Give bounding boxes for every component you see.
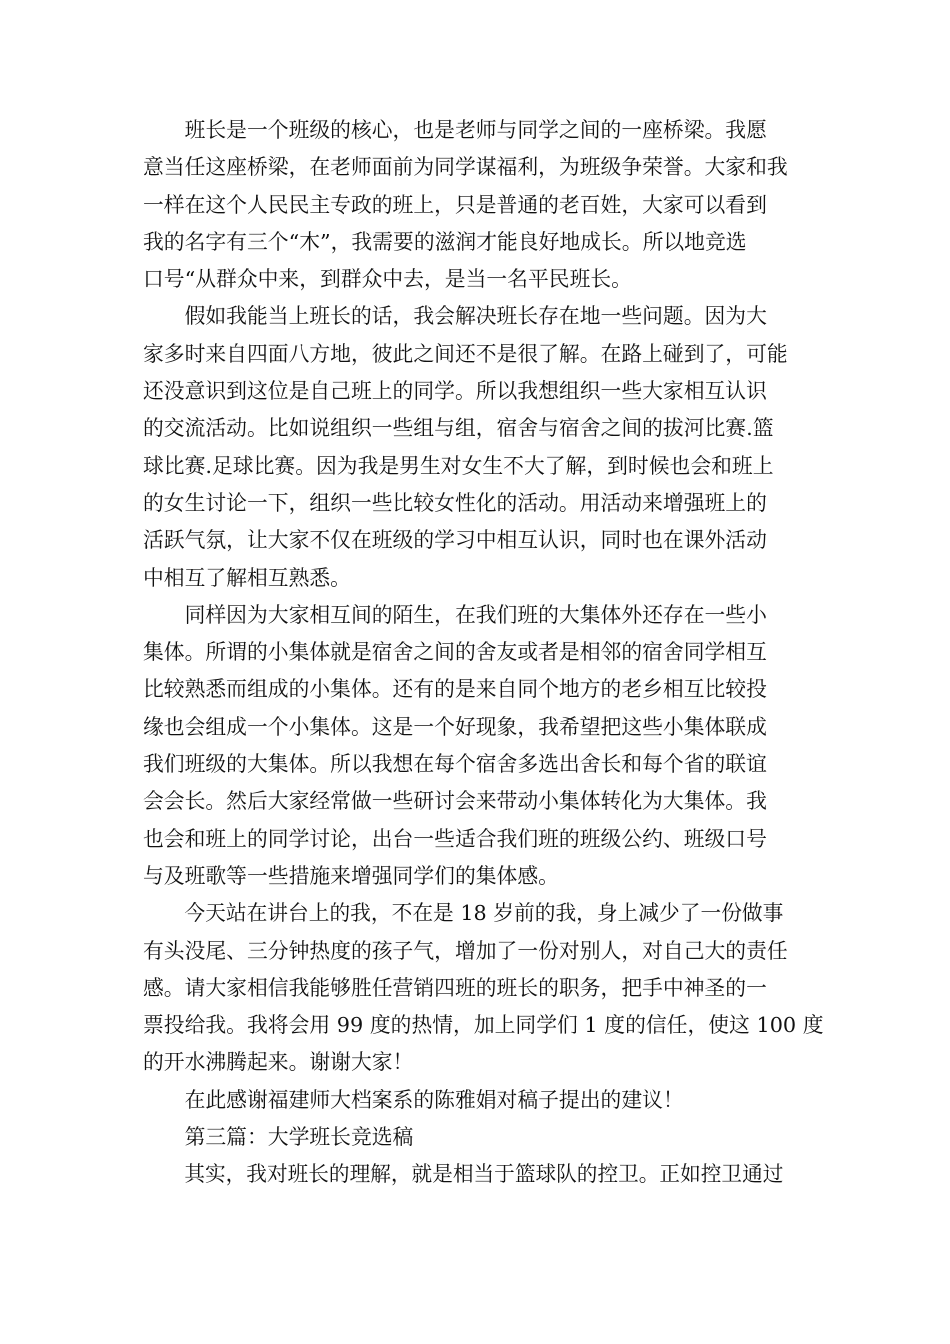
text-line: 的交流活动。比如说组织一些组与组，宿舍与宿舍之间的拔河比赛.篮 bbox=[143, 416, 774, 441]
text-line: 还没意识到这位是自己班上的同学。所以我想组织一些大家相互认识 bbox=[143, 379, 767, 404]
paragraph-activities-plan bbox=[143, 298, 825, 596]
text-line: 班长是一个班级的核心，也是老师与同学之间的一座桥梁。我愿 bbox=[184, 118, 767, 142]
text-line: 家多时来自四面八方地，彼此之间还不是很了解。在路上碰到了，可能 bbox=[143, 341, 788, 366]
text-line: 的女生讨论一下，组织一些比较女性化的活动。用活动来增强班上的 bbox=[143, 490, 767, 515]
text-line: 我的名字有三个“木”，我需要的滋润才能良好地成长。所以地竞选 bbox=[143, 229, 747, 254]
paragraph-next-section-start bbox=[143, 1156, 825, 1193]
text-line: 的开水沸腾起来。谢谢大家！ bbox=[143, 1050, 414, 1075]
text-line: 比较熟悉而组成的小集体。还有的是来自同个地方的老乡相互比较投 bbox=[143, 677, 767, 702]
text-line: 在此感谢福建师大档案系的陈雅娟对稿子提出的建议！ bbox=[184, 1087, 684, 1112]
text-line: 我们班级的大集体。所以我想在每个宿舍多选出舍长和每个省的联谊 bbox=[143, 752, 767, 777]
text-line: 其实，我对班长的理解，就是相当于篮球队的控卫。正如控卫通过 bbox=[184, 1162, 784, 1187]
section-heading bbox=[143, 1119, 825, 1156]
text-line: 感。请大家相信我能够胜任营销四班的班长的职务，把手中神圣的一 bbox=[143, 975, 767, 1000]
text-line: 今天站在讲台上的我，不在是 18 岁前的我，身上减少了一份做事 bbox=[184, 901, 784, 926]
text-line: 第三篇：大学班长竞选稿 bbox=[184, 1125, 414, 1150]
text-line: 缘也会组成一个小集体。这是一个好现象，我希望把这些小集体联成 bbox=[143, 714, 767, 739]
text-line: 中相互了解相互熟悉。 bbox=[143, 565, 351, 590]
paragraph-class-monitor-role bbox=[143, 112, 825, 298]
text-line: 有头没尾、三分钟热度的孩子气，增加了一份对别人，对自己大的责任 bbox=[143, 938, 788, 963]
text-line: 口号“从群众中来，到群众中去，是当一名平民班长。 bbox=[143, 267, 632, 292]
paragraph-acknowledgement bbox=[143, 1082, 825, 1119]
document-page bbox=[143, 112, 825, 1194]
text-line: 也会和班上的同学讨论，出台一些适合我们班的班级公约、班级口号 bbox=[143, 826, 767, 851]
text-line: 活跃气氛，让大家不仅在班级的学习中相互认识，同时也在课外活动 bbox=[143, 528, 767, 553]
text-line: 球比赛.足球比赛。因为我是男生对女生不大了解，到时候也会和班上 bbox=[143, 453, 774, 478]
text-line: 一样在这个人民民主专政的班上，只是普通的老百姓，大家可以看到 bbox=[143, 192, 767, 217]
text-line: 集体。所谓的小集体就是宿舍之间的舍友或者是相邻的宿舍同学相互 bbox=[143, 640, 767, 665]
paragraph-closing bbox=[143, 895, 825, 1081]
text-line: 票投给我。我将会用 99 度的热情，加上同学们 1 度的信任，使这 100 度 bbox=[143, 1013, 824, 1038]
paragraph-small-groups bbox=[143, 597, 825, 895]
text-line: 假如我能当上班长的话，我会解决班长存在地一些问题。因为大 bbox=[184, 304, 767, 329]
text-line: 意当任这座桥梁，在老师面前为同学谋福利，为班级争荣誉。大家和我 bbox=[143, 155, 788, 180]
text-line: 会会长。然后大家经常做一些研讨会来带动小集体转化为大集体。我 bbox=[143, 789, 767, 814]
text-line: 同样因为大家相互间的陌生，在我们班的大集体外还存在一些小 bbox=[184, 602, 767, 627]
text-line: 与及班歌等一些措施来增强同学们的集体感。 bbox=[143, 863, 559, 888]
